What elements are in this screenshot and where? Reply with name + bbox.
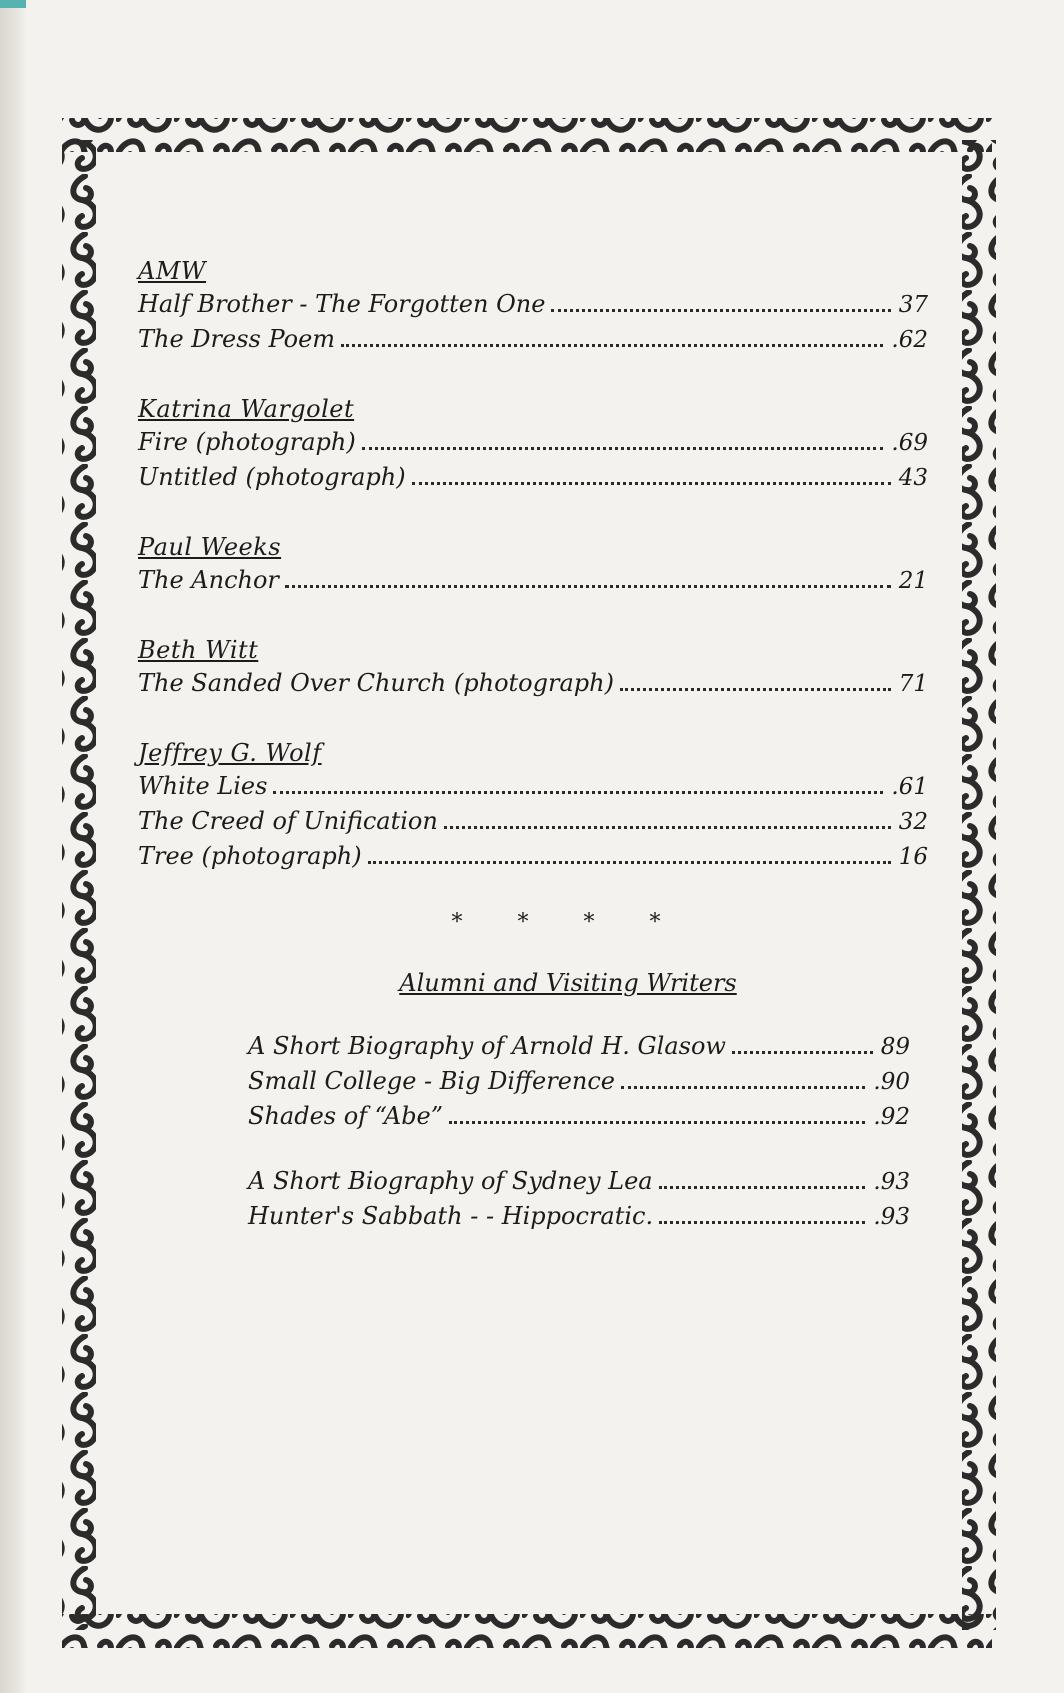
author-name: Paul Weeks	[138, 533, 282, 561]
dot-leader	[412, 482, 891, 485]
entry-title: Small College - Big Difference	[248, 1067, 615, 1095]
entry-title: A Short Biography of Sydney Lea	[248, 1167, 653, 1195]
border-right	[962, 140, 996, 1630]
table-of-contents	[138, 255, 928, 1264]
author-section	[138, 634, 928, 701]
entry-page-number: 32	[898, 809, 928, 835]
dot-leader	[449, 1121, 865, 1124]
dot-leader	[620, 688, 891, 691]
separator-stars: * * * *	[451, 910, 685, 935]
entry-page-number: .90	[873, 1069, 910, 1095]
entry-page-number: 43	[898, 465, 928, 491]
dot-leader	[621, 1086, 865, 1089]
dot-leader	[732, 1051, 873, 1054]
entry-page-number: 16	[898, 844, 928, 870]
entry-page-number: .62	[891, 327, 928, 353]
toc-entry	[248, 1099, 910, 1134]
entry-page-number: .61	[891, 774, 928, 800]
dot-leader	[285, 585, 891, 588]
author-name: AMW	[138, 257, 207, 285]
toc-entry	[138, 287, 928, 322]
entry-title: The Creed of Unification	[138, 807, 438, 835]
toc-entry	[248, 1029, 910, 1064]
toc-entry	[138, 460, 928, 495]
entry-title: The Dress Poem	[138, 325, 336, 353]
entry-title: White Lies	[138, 772, 268, 800]
toc-entry	[138, 839, 928, 874]
author-sections	[138, 255, 928, 874]
alumni-group	[248, 1164, 910, 1234]
alumni-entries	[248, 1029, 910, 1234]
dot-leader	[341, 344, 883, 347]
author-section	[138, 531, 928, 598]
toc-entry	[248, 1064, 910, 1099]
border-top	[62, 118, 992, 152]
entry-title: Shades of “Abe”	[248, 1102, 444, 1130]
dot-leader	[444, 826, 891, 829]
dot-leader	[659, 1221, 865, 1224]
entry-title: Untitled (photograph)	[138, 463, 406, 491]
entry-page-number: .93	[873, 1204, 910, 1230]
toc-entry	[248, 1199, 910, 1234]
toc-entry	[138, 322, 928, 357]
entry-title: Hunter's Sabbath - - Hippocratic.	[248, 1202, 654, 1230]
entry-title: A Short Biography of Arnold H. Glasow	[248, 1032, 726, 1060]
toc-entry	[138, 563, 928, 598]
dot-leader	[368, 861, 891, 864]
entry-page-number: 37	[898, 292, 928, 318]
author-name: Jeffrey G. Wolf	[138, 739, 322, 767]
alumni-heading: Alumni and Visiting Writers	[399, 969, 737, 997]
entry-page-number: 89	[880, 1034, 910, 1060]
dot-leader	[273, 791, 883, 794]
entry-title: The Sanded Over Church (photograph)	[138, 669, 614, 697]
toc-entry	[138, 425, 928, 460]
dot-leader	[551, 309, 890, 312]
toc-entry	[138, 804, 928, 839]
author-section	[138, 255, 928, 357]
entry-page-number: 71	[898, 671, 928, 697]
toc-entry	[138, 769, 928, 804]
entry-title: The Anchor	[138, 566, 279, 594]
entry-page-number: .93	[873, 1169, 910, 1195]
author-name: Katrina Wargolet	[138, 395, 355, 423]
author-section	[138, 737, 928, 874]
border-bottom	[62, 1614, 992, 1648]
alumni-group	[248, 1029, 910, 1134]
author-name: Beth Witt	[138, 636, 259, 664]
dot-leader	[362, 447, 884, 450]
entry-page-number: .69	[891, 430, 928, 456]
toc-entry	[138, 666, 928, 701]
entry-title: Fire (photograph)	[138, 428, 356, 456]
entry-page-number: 21	[898, 568, 928, 594]
entry-title: Tree (photograph)	[138, 842, 362, 870]
toc-entry	[248, 1164, 910, 1199]
entry-title: Half Brother - The Forgotten One	[138, 290, 546, 318]
entry-page-number: .92	[873, 1104, 910, 1130]
author-section	[138, 393, 928, 495]
border-left	[62, 140, 96, 1630]
dot-leader	[659, 1186, 866, 1189]
